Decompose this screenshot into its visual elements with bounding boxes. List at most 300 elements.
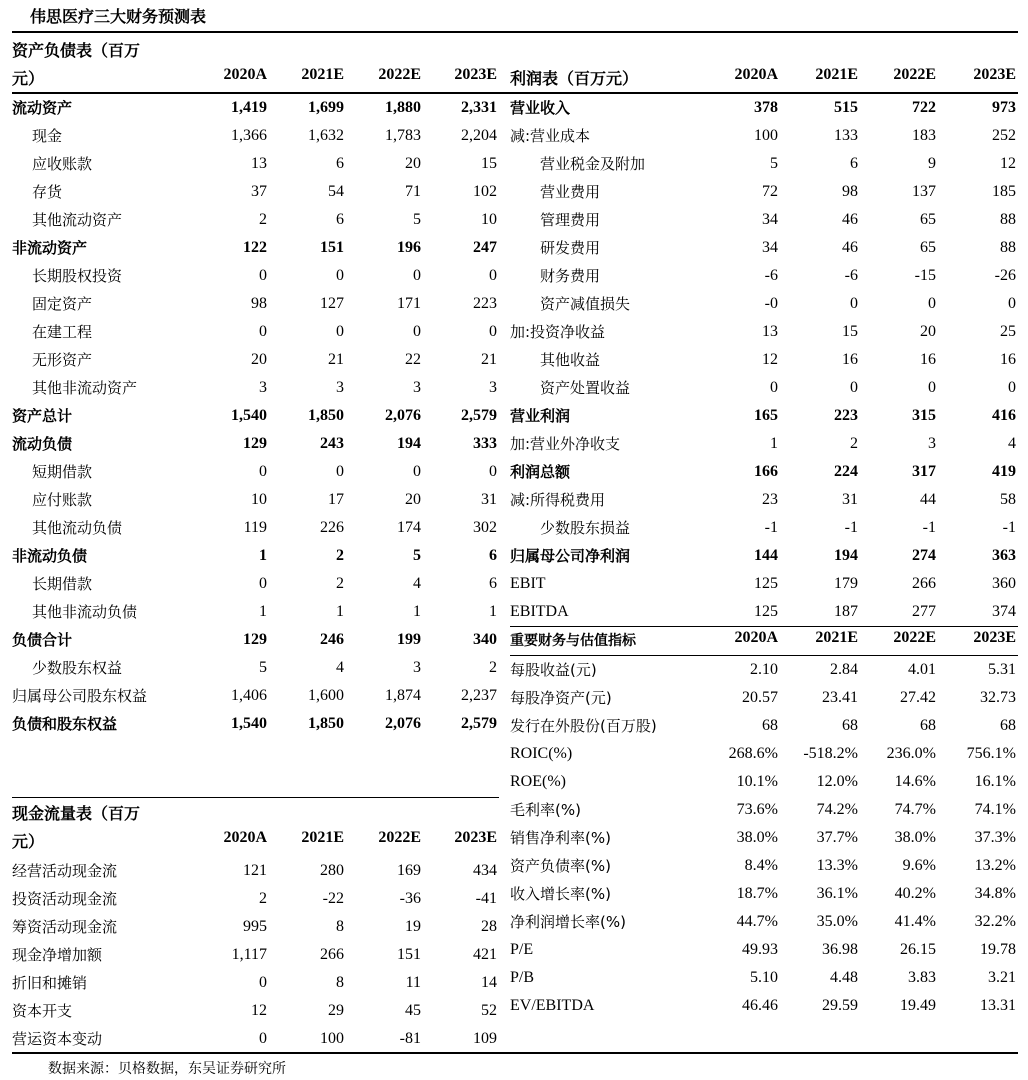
cell-value: 171 xyxy=(397,295,421,312)
cell-value: 0 xyxy=(413,267,421,284)
row-label: 流动资产 xyxy=(12,99,73,117)
cell-value: 100 xyxy=(754,127,778,144)
row-label: P/E xyxy=(510,941,534,958)
table-row xyxy=(12,262,497,290)
table-row xyxy=(510,656,1016,684)
cell-value: 37 xyxy=(251,183,267,200)
cell-value: 72 xyxy=(762,183,778,200)
cell-value: 129 xyxy=(243,435,267,452)
table-row xyxy=(510,122,1016,150)
cell-value: 74.2% xyxy=(816,801,858,818)
table-row xyxy=(510,964,1016,992)
bs-year-4: 2023E xyxy=(454,66,497,83)
cell-value: 226 xyxy=(320,519,344,536)
row-label: 减:营业成本 xyxy=(510,127,591,145)
cell-value: 3 xyxy=(928,435,936,452)
cell-value: 37.7% xyxy=(816,829,858,846)
cell-value: 421 xyxy=(473,946,497,963)
table-row xyxy=(510,852,1016,880)
cell-value: -22 xyxy=(322,890,344,907)
cell-value: 0 xyxy=(770,379,778,396)
cell-value: 246 xyxy=(320,631,344,648)
table-row xyxy=(510,178,1016,206)
cell-value: 0 xyxy=(259,463,267,480)
cell-value: 1 xyxy=(336,603,344,620)
cell-value: 34 xyxy=(762,211,778,228)
cell-value: -518.2% xyxy=(803,745,858,762)
cell-value: 4.01 xyxy=(908,661,936,678)
cell-value: 0 xyxy=(850,379,858,396)
row-label: 筹资活动现金流 xyxy=(12,918,118,936)
cell-value: 1,874 xyxy=(385,687,421,704)
cell-value: -1 xyxy=(764,519,778,536)
row-label: 净利润增长率(%) xyxy=(510,913,626,931)
cell-value: 4 xyxy=(336,659,344,676)
row-label: 其他非流动负债 xyxy=(32,603,138,621)
cell-value: 0 xyxy=(928,295,936,312)
cell-value: 174 xyxy=(397,519,421,536)
cell-value: 20 xyxy=(251,351,267,368)
cell-value: 74.7% xyxy=(894,801,936,818)
cell-value: 137 xyxy=(912,183,936,200)
cell-value: 29.59 xyxy=(822,997,858,1014)
cell-value: 4.48 xyxy=(830,969,858,986)
table-row xyxy=(12,570,497,598)
cell-value: 187 xyxy=(834,603,858,620)
table-row xyxy=(12,318,497,346)
cell-value: 1,783 xyxy=(385,127,421,144)
cell-value: 0 xyxy=(489,267,497,284)
cell-value: 8.4% xyxy=(744,857,778,874)
table-row xyxy=(510,234,1016,262)
row-label: 资产处置收益 xyxy=(540,379,631,397)
cell-value: 333 xyxy=(473,435,497,452)
cell-value: 2 xyxy=(336,575,344,592)
cell-value: 133 xyxy=(834,127,858,144)
bs-year-3: 2022E xyxy=(378,66,421,83)
cell-value: 20 xyxy=(920,323,936,340)
cell-value: 12 xyxy=(251,1002,267,1019)
cell-value: 20.57 xyxy=(742,689,778,706)
row-label: 每股净资产(元) xyxy=(510,689,612,707)
row-label: 其他流动资产 xyxy=(32,211,123,229)
cash-flow-header-line1: 现金流量表（百万 xyxy=(12,804,141,823)
cell-value: 2 xyxy=(489,659,497,676)
table-row xyxy=(510,458,1016,486)
cell-value: 4 xyxy=(1008,435,1016,452)
cell-value: 277 xyxy=(912,603,936,620)
table-row xyxy=(510,402,1016,430)
cell-value: 1,632 xyxy=(308,127,344,144)
cell-value: 100 xyxy=(320,1030,344,1047)
cell-value: 31 xyxy=(481,491,497,508)
cell-value: 32.73 xyxy=(980,689,1016,706)
is-year-4: 2023E xyxy=(973,66,1016,83)
cell-value: 73.6% xyxy=(736,801,778,818)
cell-value: -36 xyxy=(399,890,421,907)
cell-value: 58 xyxy=(1000,491,1016,508)
cell-value: 129 xyxy=(243,631,267,648)
table-row xyxy=(12,206,497,234)
row-label: 固定资产 xyxy=(32,295,93,313)
row-label: 现金净增加额 xyxy=(12,946,103,964)
table-row xyxy=(12,654,497,682)
cell-value: 22 xyxy=(405,351,421,368)
table-row xyxy=(510,318,1016,346)
row-label: 管理费用 xyxy=(540,211,601,229)
cell-value: 995 xyxy=(243,918,267,935)
cell-value: 98 xyxy=(251,295,267,312)
row-label: 收入增长率(%) xyxy=(510,885,611,903)
cell-value: 247 xyxy=(473,239,497,256)
cell-value: 2 xyxy=(850,435,858,452)
cell-value: 16 xyxy=(842,351,858,368)
cell-value: 0 xyxy=(1008,379,1016,396)
indicators-table xyxy=(510,656,1016,1020)
cell-value: 46 xyxy=(842,211,858,228)
row-label: EBITDA xyxy=(510,603,569,620)
cell-value: 40.2% xyxy=(894,885,936,902)
cell-value: 1,699 xyxy=(308,99,344,116)
row-label: 少数股东权益 xyxy=(32,659,123,677)
table-row xyxy=(12,150,497,178)
table-row xyxy=(510,430,1016,458)
cell-value: 243 xyxy=(320,435,344,452)
cell-value: 340 xyxy=(473,631,497,648)
row-label: 资产负债率(%) xyxy=(510,857,611,875)
cell-value: 194 xyxy=(397,435,421,452)
table-row xyxy=(510,712,1016,740)
cell-value: 1,850 xyxy=(308,407,344,424)
cell-value: 756.1% xyxy=(966,745,1016,762)
row-label: 现金 xyxy=(32,127,63,145)
is-year-3: 2022E xyxy=(893,66,936,83)
table-row xyxy=(12,486,497,514)
cell-value: 973 xyxy=(992,99,1016,116)
row-label: 毛利率(%) xyxy=(510,801,581,819)
row-label: 流动负债 xyxy=(12,435,73,453)
cell-value: 6 xyxy=(336,155,344,172)
cell-value: 185 xyxy=(992,183,1016,200)
cell-value: 88 xyxy=(1000,211,1016,228)
row-label: 非流动负债 xyxy=(12,547,88,565)
cell-value: 21 xyxy=(481,351,497,368)
table-row xyxy=(510,598,1016,626)
cell-value: 8 xyxy=(336,918,344,935)
table-row xyxy=(510,796,1016,824)
ind-year-1: 2020A xyxy=(734,629,778,646)
cell-value: 46 xyxy=(842,239,858,256)
table-row xyxy=(12,94,497,122)
cell-value: 37.3% xyxy=(974,829,1016,846)
cell-value: 3 xyxy=(259,379,267,396)
table-row xyxy=(12,290,497,318)
cell-value: 0 xyxy=(259,323,267,340)
cell-value: 41.4% xyxy=(894,913,936,930)
cell-value: 722 xyxy=(912,99,936,116)
cell-value: 14 xyxy=(481,974,497,991)
cell-value: -6 xyxy=(764,267,778,284)
cell-value: 6 xyxy=(489,547,497,564)
cell-value: 68 xyxy=(842,717,858,734)
cell-value: 1,880 xyxy=(385,99,421,116)
cell-value: 8 xyxy=(336,974,344,991)
cell-value: 268.6% xyxy=(728,745,778,762)
cell-value: 1,850 xyxy=(308,715,344,732)
cell-value: 19.49 xyxy=(900,997,936,1014)
row-label: 营业利润 xyxy=(510,407,571,425)
balance-sheet-table xyxy=(12,94,497,738)
table-row xyxy=(510,290,1016,318)
table-row xyxy=(510,684,1016,712)
row-label: 存货 xyxy=(32,183,63,201)
income-statement-header: 利润表（百万元） xyxy=(510,69,639,88)
table-row xyxy=(12,374,497,402)
cell-value: 98 xyxy=(842,183,858,200)
row-label: 在建工程 xyxy=(32,323,93,341)
cell-value: 38.0% xyxy=(736,829,778,846)
row-label: ROE(%) xyxy=(510,773,566,790)
table-row xyxy=(510,908,1016,936)
cell-value: 223 xyxy=(834,407,858,424)
table-row xyxy=(12,458,497,486)
cell-value: 65 xyxy=(920,211,936,228)
cell-value: 49.93 xyxy=(742,941,778,958)
table-row xyxy=(12,710,497,738)
row-label: 长期股权投资 xyxy=(32,267,123,285)
cell-value: 102 xyxy=(473,183,497,200)
top-rule xyxy=(12,31,1018,33)
cell-value: 6 xyxy=(489,575,497,592)
bs-year-1: 2020A xyxy=(223,66,267,83)
row-label: 长期借款 xyxy=(32,575,93,593)
cell-value: -41 xyxy=(475,890,497,907)
table-row xyxy=(510,992,1016,1020)
cell-value: 5.10 xyxy=(750,969,778,986)
cell-value: 44.7% xyxy=(736,913,778,930)
cell-value: -26 xyxy=(994,267,1016,284)
row-label: 归属母公司净利润 xyxy=(510,547,631,565)
table-row xyxy=(510,206,1016,234)
cell-value: 0 xyxy=(850,295,858,312)
table-row xyxy=(12,885,497,913)
cell-value: 224 xyxy=(834,463,858,480)
cell-value: 65 xyxy=(920,239,936,256)
cell-value: 5 xyxy=(259,659,267,676)
table-row xyxy=(510,768,1016,796)
cell-value: 1 xyxy=(770,435,778,452)
cell-value: 0 xyxy=(413,463,421,480)
ind-year-4: 2023E xyxy=(973,629,1016,646)
cell-value: 1 xyxy=(259,547,267,564)
balance-sheet-header-line2: 元） xyxy=(12,69,45,88)
cell-value: 0 xyxy=(336,463,344,480)
cell-value: 236.0% xyxy=(886,745,936,762)
row-label: 营业收入 xyxy=(510,99,571,117)
row-label: 营业税金及附加 xyxy=(540,155,646,173)
cell-value: 13.2% xyxy=(974,857,1016,874)
income-statement-table xyxy=(510,94,1016,626)
cell-value: 19 xyxy=(405,918,421,935)
table-row xyxy=(12,857,497,885)
cell-value: 2,204 xyxy=(461,127,497,144)
cell-value: 3 xyxy=(489,379,497,396)
cell-value: 36.98 xyxy=(822,941,858,958)
cell-value: 15 xyxy=(842,323,858,340)
cell-value: 302 xyxy=(473,519,497,536)
cell-value: 17 xyxy=(328,491,344,508)
cf-year-3: 2022E xyxy=(378,829,421,846)
cell-value: 266 xyxy=(320,946,344,963)
cell-value: 9 xyxy=(928,155,936,172)
cell-value: 19.78 xyxy=(980,941,1016,958)
cell-value: 54 xyxy=(328,183,344,200)
row-label: 财务费用 xyxy=(540,267,601,285)
cell-value: 416 xyxy=(992,407,1016,424)
table-row xyxy=(12,941,497,969)
cell-value: 2.10 xyxy=(750,661,778,678)
cell-value: 1,406 xyxy=(231,687,267,704)
cell-value: 13.3% xyxy=(816,857,858,874)
table-row xyxy=(12,402,497,430)
cell-value: 2 xyxy=(259,211,267,228)
row-label: 其他收益 xyxy=(540,351,601,369)
cell-value: 16.1% xyxy=(974,773,1016,790)
table-row xyxy=(12,997,497,1025)
row-label: ROIC(%) xyxy=(510,745,573,762)
table-row xyxy=(12,178,497,206)
cell-value: 3.21 xyxy=(988,969,1016,986)
cell-value: 10.1% xyxy=(736,773,778,790)
cash-flow-table xyxy=(12,857,497,1053)
cell-value: -6 xyxy=(844,267,858,284)
cell-value: 23.41 xyxy=(822,689,858,706)
table-row xyxy=(12,969,497,997)
row-label: 资本开支 xyxy=(12,1002,73,1020)
cell-value: 280 xyxy=(320,862,344,879)
cell-value: 2,076 xyxy=(385,715,421,732)
table-row xyxy=(510,94,1016,122)
cell-value: 68 xyxy=(762,717,778,734)
table-row xyxy=(510,486,1016,514)
table-row xyxy=(510,346,1016,374)
row-label: 每股收益(元) xyxy=(510,661,597,679)
cf-year-4: 2023E xyxy=(454,829,497,846)
cell-value: 32.2% xyxy=(974,913,1016,930)
cash-flow-rule-top xyxy=(12,797,499,798)
cell-value: 35.0% xyxy=(816,913,858,930)
cell-value: 2,076 xyxy=(385,407,421,424)
cell-value: 10 xyxy=(481,211,497,228)
cell-value: 0 xyxy=(489,463,497,480)
indicator-rule-top xyxy=(510,626,1018,627)
cell-value: 11 xyxy=(405,974,421,991)
table-row xyxy=(12,542,497,570)
cell-value: 0 xyxy=(259,267,267,284)
bs-year-2: 2021E xyxy=(301,66,344,83)
cell-value: 28 xyxy=(481,918,497,935)
row-label: 应付账款 xyxy=(32,491,93,509)
cell-value: 74.1% xyxy=(974,801,1016,818)
cell-value: 3 xyxy=(413,659,421,676)
cell-value: 29 xyxy=(328,1002,344,1019)
cell-value: 1,540 xyxy=(231,407,267,424)
cell-value: 0 xyxy=(489,323,497,340)
table-row xyxy=(12,430,497,458)
row-label: P/B xyxy=(510,969,535,986)
cell-value: -1 xyxy=(844,519,858,536)
cell-value: 121 xyxy=(243,862,267,879)
cell-value: 34.8% xyxy=(974,885,1016,902)
cell-value: 18.7% xyxy=(736,885,778,902)
row-label: 销售净利率(%) xyxy=(510,829,611,847)
row-label: 经营活动现金流 xyxy=(12,862,118,880)
cell-value: 44 xyxy=(920,491,936,508)
row-label: 资产减值损失 xyxy=(540,295,631,313)
cell-value: 5 xyxy=(770,155,778,172)
cell-value: 363 xyxy=(992,547,1016,564)
cell-value: 3 xyxy=(413,379,421,396)
cell-value: 252 xyxy=(992,127,1016,144)
is-year-2: 2021E xyxy=(815,66,858,83)
table-row xyxy=(510,514,1016,542)
cell-value: 317 xyxy=(912,463,936,480)
cell-value: 315 xyxy=(912,407,936,424)
cell-value: 223 xyxy=(473,295,497,312)
cell-value: 0 xyxy=(1008,295,1016,312)
cell-value: 13 xyxy=(251,155,267,172)
cell-value: 20 xyxy=(405,491,421,508)
cell-value: 27.42 xyxy=(900,689,936,706)
cell-value: 0 xyxy=(259,1030,267,1047)
cell-value: 125 xyxy=(754,575,778,592)
cell-value: 1 xyxy=(259,603,267,620)
cell-value: -81 xyxy=(399,1030,421,1047)
cell-value: 0 xyxy=(259,575,267,592)
cash-flow-header-line2: 元） xyxy=(12,832,45,851)
cell-value: -15 xyxy=(914,267,936,284)
row-label: 投资活动现金流 xyxy=(12,890,118,908)
cf-year-2: 2021E xyxy=(301,829,344,846)
cell-value: 71 xyxy=(405,183,421,200)
cell-value: 122 xyxy=(243,239,267,256)
cell-value: 26.15 xyxy=(900,941,936,958)
table-row xyxy=(12,514,497,542)
cell-value: 14.6% xyxy=(894,773,936,790)
cell-value: 125 xyxy=(754,603,778,620)
cell-value: 13.31 xyxy=(980,997,1016,1014)
cell-value: 6 xyxy=(336,211,344,228)
row-label: 少数股东损益 xyxy=(540,519,631,537)
row-label: 发行在外股份(百万股) xyxy=(510,717,657,735)
cell-value: 1,117 xyxy=(231,946,267,963)
cell-value: 88 xyxy=(1000,239,1016,256)
table-row xyxy=(12,682,497,710)
cell-value: 38.0% xyxy=(894,829,936,846)
row-label: 营运资本变动 xyxy=(12,1030,103,1048)
cell-value: 52 xyxy=(481,1002,497,1019)
row-label: 折旧和摊销 xyxy=(12,974,88,992)
cell-value: 199 xyxy=(397,631,421,648)
cell-value: -0 xyxy=(764,295,778,312)
row-label: 减:所得税费用 xyxy=(510,491,606,509)
cf-year-1: 2020A xyxy=(223,829,267,846)
cell-value: 34 xyxy=(762,239,778,256)
table-row xyxy=(12,913,497,941)
cell-value: 166 xyxy=(754,463,778,480)
cell-value: 3 xyxy=(336,379,344,396)
cell-value: 68 xyxy=(1000,717,1016,734)
